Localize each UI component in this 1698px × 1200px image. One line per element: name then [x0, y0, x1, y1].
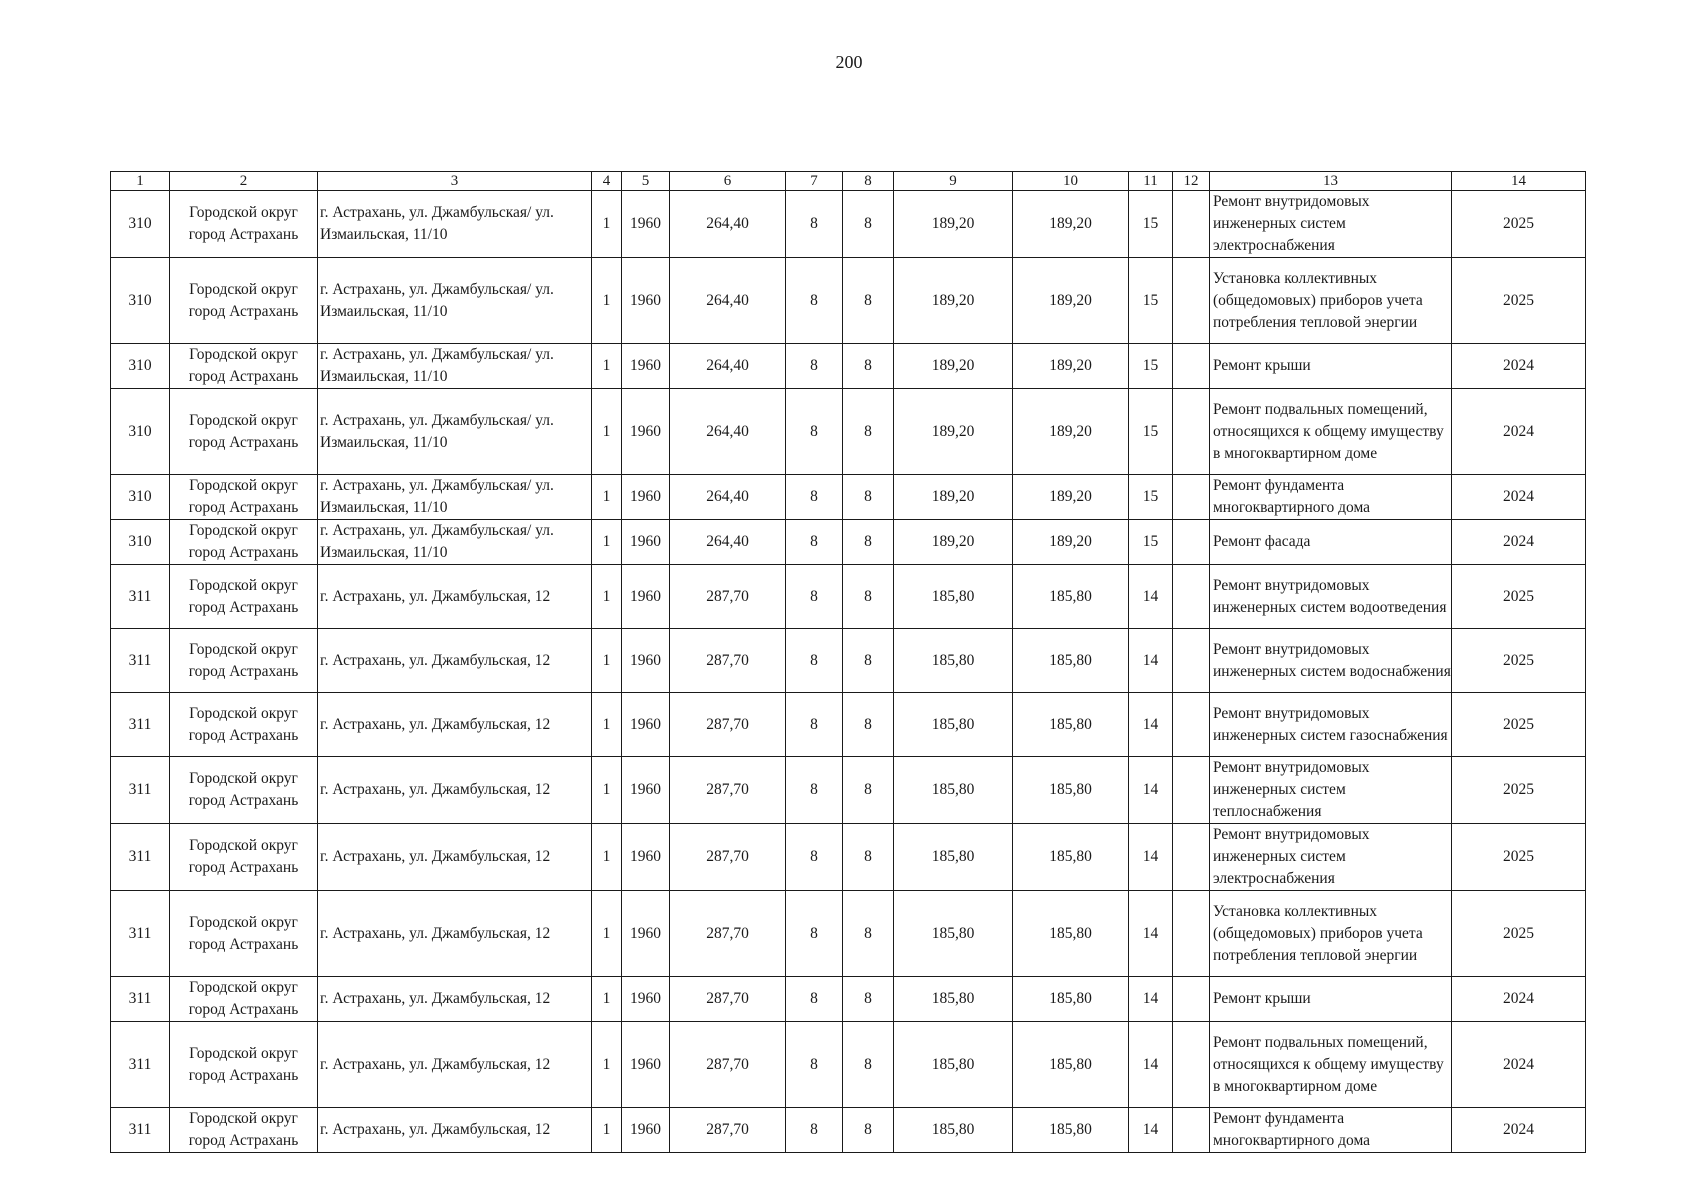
table-row: [111, 344, 1586, 389]
cell-year: 1960: [622, 258, 670, 344]
cell-area-col10: 185,80: [1013, 1108, 1129, 1153]
cell-year: 1960: [622, 693, 670, 757]
cell-col8: 8: [843, 389, 894, 475]
cell-col7: 8: [786, 891, 843, 977]
cell-address: г. Астрахань, ул. Джамбульская/ ул. Измаильская, 11/10: [318, 389, 592, 475]
cell-municipality: Городской округ город Астрахань: [170, 475, 318, 520]
cell-area-col10: 185,80: [1013, 693, 1129, 757]
cell-col7: 8: [786, 629, 843, 693]
cell-col12: [1173, 629, 1210, 693]
cell-col4: 1: [592, 629, 622, 693]
cell-area-col10: 185,80: [1013, 977, 1129, 1022]
cell-number: 311: [111, 1022, 170, 1108]
cell-address: г. Астрахань, ул. Джамбульская, 12: [318, 629, 592, 693]
cell-col8: 8: [843, 757, 894, 824]
cell-plan-year: 2025: [1452, 629, 1586, 693]
table-row: [111, 520, 1586, 565]
cell-col12: [1173, 757, 1210, 824]
table-row: [111, 693, 1586, 757]
cell-plan-year: 2025: [1452, 891, 1586, 977]
cell-area-col9: 189,20: [894, 258, 1013, 344]
cell-col8: 8: [843, 565, 894, 629]
table-row: [111, 891, 1586, 977]
cell-number: 311: [111, 977, 170, 1022]
cell-area-col9: 189,20: [894, 191, 1013, 258]
cell-area-col9: 185,80: [894, 693, 1013, 757]
cell-area-col10: 189,20: [1013, 520, 1129, 565]
cell-plan-year: 2025: [1452, 757, 1586, 824]
column-number: 10: [1013, 172, 1129, 191]
cell-col8: 8: [843, 693, 894, 757]
cell-col4: 1: [592, 191, 622, 258]
cell-col8: 8: [843, 977, 894, 1022]
cell-col12: [1173, 891, 1210, 977]
column-number: 1: [111, 172, 170, 191]
cell-work-type: Ремонт крыши: [1210, 977, 1452, 1022]
cell-year: 1960: [622, 475, 670, 520]
cell-number: 311: [111, 629, 170, 693]
cell-number: 310: [111, 344, 170, 389]
table-row: [111, 389, 1586, 475]
cell-total-area: 287,70: [670, 1022, 786, 1108]
cell-plan-year: 2025: [1452, 191, 1586, 258]
cell-col7: 8: [786, 757, 843, 824]
cell-col7: 8: [786, 977, 843, 1022]
column-number: 6: [670, 172, 786, 191]
cell-address: г. Астрахань, ул. Джамбульская/ ул. Измаильская, 11/10: [318, 520, 592, 565]
cell-plan-year: 2025: [1452, 258, 1586, 344]
cell-col7: 8: [786, 475, 843, 520]
cell-col4: 1: [592, 258, 622, 344]
cell-work-type: Ремонт внутридомовых инженерных систем водоотведения: [1210, 565, 1452, 629]
cell-col4: 1: [592, 977, 622, 1022]
cell-col11: 14: [1129, 757, 1173, 824]
cell-total-area: 287,70: [670, 565, 786, 629]
cell-col12: [1173, 1022, 1210, 1108]
cell-total-area: 287,70: [670, 693, 786, 757]
cell-number: 310: [111, 475, 170, 520]
table-row: [111, 258, 1586, 344]
cell-address: г. Астрахань, ул. Джамбульская/ ул. Измаильская, 11/10: [318, 475, 592, 520]
cell-number: 311: [111, 891, 170, 977]
cell-year: 1960: [622, 977, 670, 1022]
cell-col11: 15: [1129, 389, 1173, 475]
cell-area-col10: 189,20: [1013, 344, 1129, 389]
cell-area-col9: 189,20: [894, 475, 1013, 520]
cell-col8: 8: [843, 191, 894, 258]
cell-year: 1960: [622, 1022, 670, 1108]
cell-col8: 8: [843, 1108, 894, 1153]
cell-col4: 1: [592, 757, 622, 824]
cell-address: г. Астрахань, ул. Джамбульская, 12: [318, 693, 592, 757]
table-row: [111, 191, 1586, 258]
cell-total-area: 287,70: [670, 1108, 786, 1153]
column-number: 4: [592, 172, 622, 191]
cell-col12: [1173, 389, 1210, 475]
table-row: [111, 824, 1586, 891]
cell-plan-year: 2025: [1452, 693, 1586, 757]
cell-work-type: Ремонт фундамента многоквартирного дома: [1210, 475, 1452, 520]
column-number: 5: [622, 172, 670, 191]
cell-area-col9: 189,20: [894, 520, 1013, 565]
cell-address: г. Астрахань, ул. Джамбульская/ ул. Измаильская, 11/10: [318, 191, 592, 258]
cell-number: 311: [111, 1108, 170, 1153]
cell-col8: 8: [843, 824, 894, 891]
cell-col11: 14: [1129, 565, 1173, 629]
cell-total-area: 287,70: [670, 629, 786, 693]
cell-col7: 8: [786, 824, 843, 891]
column-number: 12: [1173, 172, 1210, 191]
cell-total-area: 287,70: [670, 824, 786, 891]
cell-plan-year: 2024: [1452, 475, 1586, 520]
cell-col12: [1173, 344, 1210, 389]
cell-area-col10: 185,80: [1013, 824, 1129, 891]
cell-col8: 8: [843, 520, 894, 565]
cell-number: 310: [111, 389, 170, 475]
cell-area-col10: 189,20: [1013, 475, 1129, 520]
cell-area-col10: 189,20: [1013, 258, 1129, 344]
cell-total-area: 264,40: [670, 520, 786, 565]
cell-area-col10: 189,20: [1013, 191, 1129, 258]
cell-col4: 1: [592, 475, 622, 520]
cell-col12: [1173, 977, 1210, 1022]
cell-area-col10: 185,80: [1013, 629, 1129, 693]
cell-area-col9: 185,80: [894, 565, 1013, 629]
cell-area-col9: 185,80: [894, 891, 1013, 977]
cell-number: 311: [111, 693, 170, 757]
cell-municipality: Городской округ город Астрахань: [170, 629, 318, 693]
cell-municipality: Городской округ город Астрахань: [170, 1022, 318, 1108]
cell-municipality: Городской округ город Астрахань: [170, 757, 318, 824]
cell-number: 310: [111, 191, 170, 258]
cell-year: 1960: [622, 824, 670, 891]
cell-year: 1960: [622, 1108, 670, 1153]
cell-area-col10: 185,80: [1013, 757, 1129, 824]
cell-area-col9: 185,80: [894, 824, 1013, 891]
cell-col11: 14: [1129, 629, 1173, 693]
cell-work-type: Ремонт внутридомовых инженерных систем электроснабжения: [1210, 191, 1452, 258]
cell-total-area: 264,40: [670, 344, 786, 389]
cell-col7: 8: [786, 1108, 843, 1153]
cell-col7: 8: [786, 693, 843, 757]
cell-col11: 14: [1129, 824, 1173, 891]
cell-municipality: Городской округ город Астрахань: [170, 891, 318, 977]
cell-col7: 8: [786, 389, 843, 475]
cell-total-area: 287,70: [670, 757, 786, 824]
cell-col4: 1: [592, 344, 622, 389]
cell-col8: 8: [843, 1022, 894, 1108]
cell-plan-year: 2025: [1452, 824, 1586, 891]
column-number-row: [111, 172, 1586, 191]
cell-work-type: Установка коллективных (общедомовых) приборов учета потребления тепловой энергии: [1210, 258, 1452, 344]
cell-col8: 8: [843, 258, 894, 344]
cell-col11: 14: [1129, 1022, 1173, 1108]
cell-total-area: 264,40: [670, 475, 786, 520]
column-number: 8: [843, 172, 894, 191]
page-number: 200: [835, 52, 863, 72]
cell-municipality: Городской округ город Астрахань: [170, 258, 318, 344]
table-row: [111, 1108, 1586, 1153]
table-row: [111, 977, 1586, 1022]
cell-plan-year: 2024: [1452, 344, 1586, 389]
table-row: [111, 629, 1586, 693]
table-row: [111, 475, 1586, 520]
cell-municipality: Городской округ город Астрахань: [170, 977, 318, 1022]
cell-area-col10: 189,20: [1013, 389, 1129, 475]
cell-number: 310: [111, 520, 170, 565]
cell-year: 1960: [622, 344, 670, 389]
cell-address: г. Астрахань, ул. Джамбульская, 12: [318, 1022, 592, 1108]
cell-number: 311: [111, 757, 170, 824]
cell-address: г. Астрахань, ул. Джамбульская, 12: [318, 565, 592, 629]
cell-col11: 14: [1129, 1108, 1173, 1153]
cell-col11: 15: [1129, 344, 1173, 389]
column-number: 2: [170, 172, 318, 191]
cell-col4: 1: [592, 520, 622, 565]
cell-work-type: Ремонт внутридомовых инженерных систем водоснабжения: [1210, 629, 1452, 693]
cell-col7: 8: [786, 1022, 843, 1108]
cell-address: г. Астрахань, ул. Джамбульская/ ул. Измаильская, 11/10: [318, 258, 592, 344]
cell-total-area: 264,40: [670, 258, 786, 344]
cell-area-col9: 185,80: [894, 977, 1013, 1022]
cell-area-col10: 185,80: [1013, 891, 1129, 977]
cell-col11: 14: [1129, 891, 1173, 977]
cell-col7: 8: [786, 565, 843, 629]
cell-address: г. Астрахань, ул. Джамбульская, 12: [318, 891, 592, 977]
cell-year: 1960: [622, 891, 670, 977]
cell-col7: 8: [786, 520, 843, 565]
cell-col4: 1: [592, 693, 622, 757]
cell-col11: 15: [1129, 258, 1173, 344]
column-number: 7: [786, 172, 843, 191]
cell-col4: 1: [592, 1108, 622, 1153]
cell-municipality: Городской округ город Астрахань: [170, 1108, 318, 1153]
cell-plan-year: 2024: [1452, 1108, 1586, 1153]
cell-col4: 1: [592, 565, 622, 629]
cell-col11: 15: [1129, 520, 1173, 565]
cell-area-col9: 185,80: [894, 1022, 1013, 1108]
cell-municipality: Городской округ город Астрахань: [170, 693, 318, 757]
cell-total-area: 264,40: [670, 389, 786, 475]
column-number: 14: [1452, 172, 1586, 191]
cell-col12: [1173, 475, 1210, 520]
cell-address: г. Астрахань, ул. Джамбульская, 12: [318, 757, 592, 824]
cell-municipality: Городской округ город Астрахань: [170, 191, 318, 258]
cell-col8: 8: [843, 344, 894, 389]
cell-work-type: Установка коллективных (общедомовых) приборов учета потребления тепловой энергии: [1210, 891, 1452, 977]
cell-year: 1960: [622, 757, 670, 824]
cell-col8: 8: [843, 629, 894, 693]
cell-work-type: Ремонт подвальных помещений, относящихся к общему имуществу в многоквартирном доме: [1210, 1022, 1452, 1108]
cell-plan-year: 2024: [1452, 520, 1586, 565]
cell-year: 1960: [622, 629, 670, 693]
cell-municipality: Городской округ город Астрахань: [170, 520, 318, 565]
table-row: [111, 757, 1586, 824]
cell-year: 1960: [622, 565, 670, 629]
column-number: 9: [894, 172, 1013, 191]
cell-year: 1960: [622, 389, 670, 475]
cell-year: 1960: [622, 520, 670, 565]
table-body: [111, 172, 1586, 1153]
cell-total-area: 287,70: [670, 891, 786, 977]
cell-area-col9: 185,80: [894, 629, 1013, 693]
cell-col12: [1173, 191, 1210, 258]
cell-work-type: Ремонт внутридомовых инженерных систем электроснабжения: [1210, 824, 1452, 891]
cell-year: 1960: [622, 191, 670, 258]
cell-col4: 1: [592, 891, 622, 977]
column-number: 3: [318, 172, 592, 191]
cell-col8: 8: [843, 475, 894, 520]
cell-col12: [1173, 565, 1210, 629]
cell-area-col9: 189,20: [894, 389, 1013, 475]
cell-area-col9: 185,80: [894, 757, 1013, 824]
cell-plan-year: 2024: [1452, 1022, 1586, 1108]
capital-repair-table: [110, 171, 1586, 1153]
cell-address: г. Астрахань, ул. Джамбульская/ ул. Измаильская, 11/10: [318, 344, 592, 389]
cell-total-area: 287,70: [670, 977, 786, 1022]
cell-number: 311: [111, 824, 170, 891]
cell-area-col9: 185,80: [894, 1108, 1013, 1153]
cell-work-type: Ремонт крыши: [1210, 344, 1452, 389]
cell-address: г. Астрахань, ул. Джамбульская, 12: [318, 824, 592, 891]
cell-col7: 8: [786, 258, 843, 344]
cell-col11: 15: [1129, 475, 1173, 520]
cell-col12: [1173, 258, 1210, 344]
cell-col11: 15: [1129, 191, 1173, 258]
cell-work-type: Ремонт фасада: [1210, 520, 1452, 565]
cell-municipality: Городской округ город Астрахань: [170, 565, 318, 629]
cell-total-area: 264,40: [670, 191, 786, 258]
table-row: [111, 1022, 1586, 1108]
cell-work-type: Ремонт фундамента многоквартирного дома: [1210, 1108, 1452, 1153]
cell-col7: 8: [786, 191, 843, 258]
cell-col11: 14: [1129, 693, 1173, 757]
cell-area-col9: 189,20: [894, 344, 1013, 389]
cell-col12: [1173, 824, 1210, 891]
cell-number: 310: [111, 258, 170, 344]
cell-col12: [1173, 520, 1210, 565]
cell-plan-year: 2024: [1452, 389, 1586, 475]
cell-area-col10: 185,80: [1013, 1022, 1129, 1108]
column-number: 13: [1210, 172, 1452, 191]
cell-municipality: Городской округ город Астрахань: [170, 824, 318, 891]
cell-work-type: Ремонт подвальных помещений, относящихся к общему имуществу в многоквартирном доме: [1210, 389, 1452, 475]
cell-col4: 1: [592, 1022, 622, 1108]
cell-plan-year: 2024: [1452, 977, 1586, 1022]
column-number: 11: [1129, 172, 1173, 191]
cell-plan-year: 2025: [1452, 565, 1586, 629]
cell-col12: [1173, 1108, 1210, 1153]
cell-col8: 8: [843, 891, 894, 977]
cell-number: 311: [111, 565, 170, 629]
cell-col7: 8: [786, 344, 843, 389]
cell-work-type: Ремонт внутридомовых инженерных систем теплоснабжения: [1210, 757, 1452, 824]
cell-work-type: Ремонт внутридомовых инженерных систем газоснабжения: [1210, 693, 1452, 757]
cell-col12: [1173, 693, 1210, 757]
cell-col4: 1: [592, 824, 622, 891]
cell-address: г. Астрахань, ул. Джамбульская, 12: [318, 1108, 592, 1153]
cell-municipality: Городской округ город Астрахань: [170, 344, 318, 389]
cell-col11: 14: [1129, 977, 1173, 1022]
cell-municipality: Городской округ город Астрахань: [170, 389, 318, 475]
cell-col4: 1: [592, 389, 622, 475]
table-row: [111, 565, 1586, 629]
cell-area-col10: 185,80: [1013, 565, 1129, 629]
cell-address: г. Астрахань, ул. Джамбульская, 12: [318, 977, 592, 1022]
